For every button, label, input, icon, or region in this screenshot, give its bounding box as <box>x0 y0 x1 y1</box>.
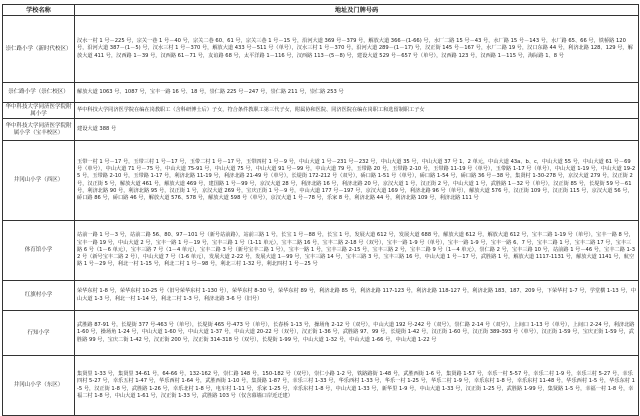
school-district-table <box>2 4 639 416</box>
header-school-name: 学校名称 <box>3 5 75 16</box>
table-row <box>3 311 639 356</box>
address-range: 荣华东村 1-8 号，荣华东村 10-25 号（旧号荣华东村 1-130 号），荣华东村 8-30 号，荣华东村 89 号，利济北路 85 号，利济北路 117-123 号，利济北路 118-127 号，利济北路 183、187、209 号，下荣华村 1-7 号，学堂横 1-13 号，中山大道 1-3 号，利北一村 1-14 号，利北二村 1-3 号，利济北路 3-6 号（旧号） <box>75 281 639 311</box>
table-row <box>3 221 639 281</box>
header-address: 地址及门牌号码 <box>75 5 639 16</box>
address-range: 汉水一村 1 号－225 号，宗关一巷 1 号－40 号，宗关二巷 60、61 号，宗关三巷 1 号－15 号，沿河大道 369 号－379 号，解放大道 366－(1-66) 号，水厂二路 15 号－43 号，水厂路 15 号－143 号，水厂路 65、66 号，铁桥路 120 号，沿河大道 387－(1－5) 号，汉水三村 1 号－370 号，解放大道 433 号－511 号（单号），汉水三村 1 号－370 号，沿河大道 289－(1－17) 号，汉正街 145 号－167 号，水厂二路 19 号，汉口东路 44 号，利济北路 128、129 号，解放大道 411 号，汉西路 1－39 号，汉西路 61－71 号，友谊路 68 号，太平洋路 1－116 号，汉西路 113－(5－8) 号，建设大道 529 号－657 号（单号），汉西路 123 号，汉西路 1－115 号，海际路 1、8 号 <box>75 16 639 83</box>
address-range: 武胜路 87-91 号，长堤街 377 号-463 号（单号），长堤街 465 号-473 号（单号），长春桥 1-13 号，操场角 2-12 号（双号），中山大道 192 号-242 号（双号），崇仁路 2-14 号（双号），上间口 1-13 号（单号），上间口 2-24 号，利济北路 1-60 号，操场角 1-24 号，中山大道 1-60 号，中山大道 1-37 号，中山大道 20-22 号（双号），汉正街 1-36 号，武胜路 97、99 号，长堤街 1-42 号，汉正街 1-60 号，汉正街 389-393 号（单号），汉正街 1-59 号，宝庆正街 1-59 号，武胜路 99 号，宝庆二街 1-42 号，汉正街 200 号，汉正街 314-318 号（双号），长堤街 1-99 号，中山大道 1-32 号，中山大道 1-66 号，中山大道 1-22 号 <box>75 311 639 356</box>
school-name: 体育馆小学 <box>3 221 75 281</box>
table-row <box>3 281 639 311</box>
address-range: 玉带一村 1 号－17 号，玉带三村 1 号－17 号，玉带二村 1 号－17 号，玉带四村 1 号－9 号，中山大道 1 号－231 号－232 号，中山大道 35 号，中山大道 37 号 1、2 单元，中山大道 43a、b、c，中山大道 55 号，中山大道 61 号－69 号（单号），中山大道 71 号－75 号，中山大道 75-91 号，中山大道 75 号，中山大道 91 号－99 号，中山大道 79 号，玉带路 20 号，玉带路 2-10 号，玉带路 11-19 号（单号），玉带路 1-17 号（单号），中山大道 1-19 号，中山大道 19-25 号，玉带路 2-10 号，玉带路 1-17 号，利济北路 11-19 号，利济北路 21-49 号（单号），长堤街 172-212 号（双号），硚口路 1-51 号（单号），硚口路 1-54 号，硚口路 36 号－38 号，集贤村 1-30-278 号，京汉大道 279 号，汉正街 2 号，汉正街 5 号，解放大道 461 号，解放大道 469 号，建国路 1 号－99 号，京汉大道 28 号，利济北路 16 号，利济北路 20 号，京汉大道 1 号，汉正街 2 号，中山大道 1 号，武胜路 1－32 号（单号），汉正街 85 号，长堤街 59 号－61 号，利济北路 90 号，利济北路 95 号，汉正街 1 号，京汉大道 269 号，宝庆正街 1 号－9 号，中山大道 177 号－197 号，京汉大道 169 号，利济北路 96 号（单号），解放大道 576 号，汉正街 109 号，汉正街 115 号，京汉大道 56 号，硚口路 86 号，硚口路 46 号，解放大道 576、578 号，解放大道 598 号（单号），京汉大道 1 号－78 号，乐家 8 号，利济北路 44 号，利济北路 109 号，利济北路 111 号 <box>75 141 639 221</box>
address-range: 集贤里 1-33 号，集贤里 34-61 号，64-66 号，132-162 号，崇仁路 148 号，150-182 号（双号），崇仁小路 1-2 号，铁路路街 1-48 号，武胜西街 1-6 号，集贤路 1-57 号，幸乐一村 5-57 号，幸乐二村 1-9 号，幸乐三村 5-27 号，幸乐四村 5-27 号，幸乐五村 1-47 号，华乐西村 1-64 号，武胜西街 1-10 号，集贤路 1-87 号，幸乐三村 1-33 号，华乐西村 1-33 号，华乐一村 1-25 号，华乐二村 1-9 号，幸乐东村 1-8 号，幸乐东村 11-48 号，华乐西村 1-5 号，华乐东村 1-5 号，汉正街 1-8 号，武胜路 1-26 号，幸乐北村 1-8 号，电车村 1-11 号，乐家 1-25 号，幸乐东村 1-8 号，中山大道 1-33 号，新华里 1-9 号，中山大道 1-33 号，汉正街 1-25 号，武胜路 1-99 号，集贤路 1-5 号，幸福一村 1-8 号，幸福二村 1-8 号，中山大道 1-61 号，汉正街 1-33 号，武胜路 103 号（仅含幕墙口岸近迁建） <box>75 356 639 416</box>
table-row <box>3 356 639 416</box>
table-row <box>3 16 639 83</box>
table-row <box>3 83 639 103</box>
table-header-row <box>3 5 639 16</box>
school-name: 井冈山小学（西区） <box>3 141 75 221</box>
school-name: 华中科技大学同济医学院附属小学 <box>3 103 75 119</box>
address-range: 站前一路 1 号－3 号，站前二路 56、80、97－101 号（新号站前路），站前三路 1 号，长宝 1 号－88 号，长宝 1 号，发展大道 612 号，发展大道 688 号，解放大道 612 号，解放大道 612 号，宝丰二路 1-19 号（单号），宝丰一路 8 号，宝丰一路 19 号，中山大道 2 号，宝丰一路 1 号－19 号，宝丰三路 1 号（1-11 单元），宝丰二路 16 号，宝丰二路 2-18 号（双号），宝丰一路 1-9 号（单号），宝丰一路 1-9 号，宝丰一路 6、7 号，宝丰二路 1 号，宝丰二路 17 号，宝丰三路 6 号（1－6 单元），宝丰三路 7 号（1－4 单元），宝丰二路 3 号（新号宝丰二路 1 号），宝丰一路 1 号，宝丰三路 2-15 号，宝丰三路 2 号，宝丰二路 9 号（1－4 单元），崇仁路 2 号，宝丰三路 10 号，站前路 1 号－46 号，宝丰二路 1-32 号（新号宝丰二路 2 号），中山大道 7 号（1-6 单元），发展大道 2-22 号，发展大道 1－99 号，宝丰三路 14 号，宝丰三路 3 号，宝丰三路 16 号，中山大道 1 号－17 号，武胜路 1 号，解放大道 1117-1131 号，解放大道 1141 号，航空路 1 号－29 号，利北一村 1-15 号，利北二村 1 号－98 号，利北三村 1-32 号，利北四村 1 号－25 号 <box>75 221 639 281</box>
school-name: 崇仁路小学（崇仁校区） <box>3 83 75 103</box>
address-range: 建设大道 388 号 <box>75 119 639 141</box>
table-row <box>3 119 639 141</box>
address-range: 华中科技大学同济医学院在编在岗教职工（含科研博士后）子女，符合条件教职工第三代子女，附属协和医院、同济医院在编在岗职工和选留制职工子女 <box>75 103 639 119</box>
school-name: 井冈山小学（东区） <box>3 356 75 416</box>
school-name: 红旗村小学 <box>3 281 75 311</box>
school-name: 崇仁路小学（新时代校区） <box>3 16 75 83</box>
school-name: 华中科技大学同济医学院附属小学（宝丰校区） <box>3 119 75 141</box>
school-name: 行知小学 <box>3 311 75 356</box>
address-range: 解放大道 1063 号、1087 号，宝丰一路 16 号、18 号，崇仁路 225 号－247 号，崇仁路 211 号，崇仁路 253 号 <box>75 83 639 103</box>
table-row <box>3 141 639 221</box>
table-row <box>3 103 639 119</box>
